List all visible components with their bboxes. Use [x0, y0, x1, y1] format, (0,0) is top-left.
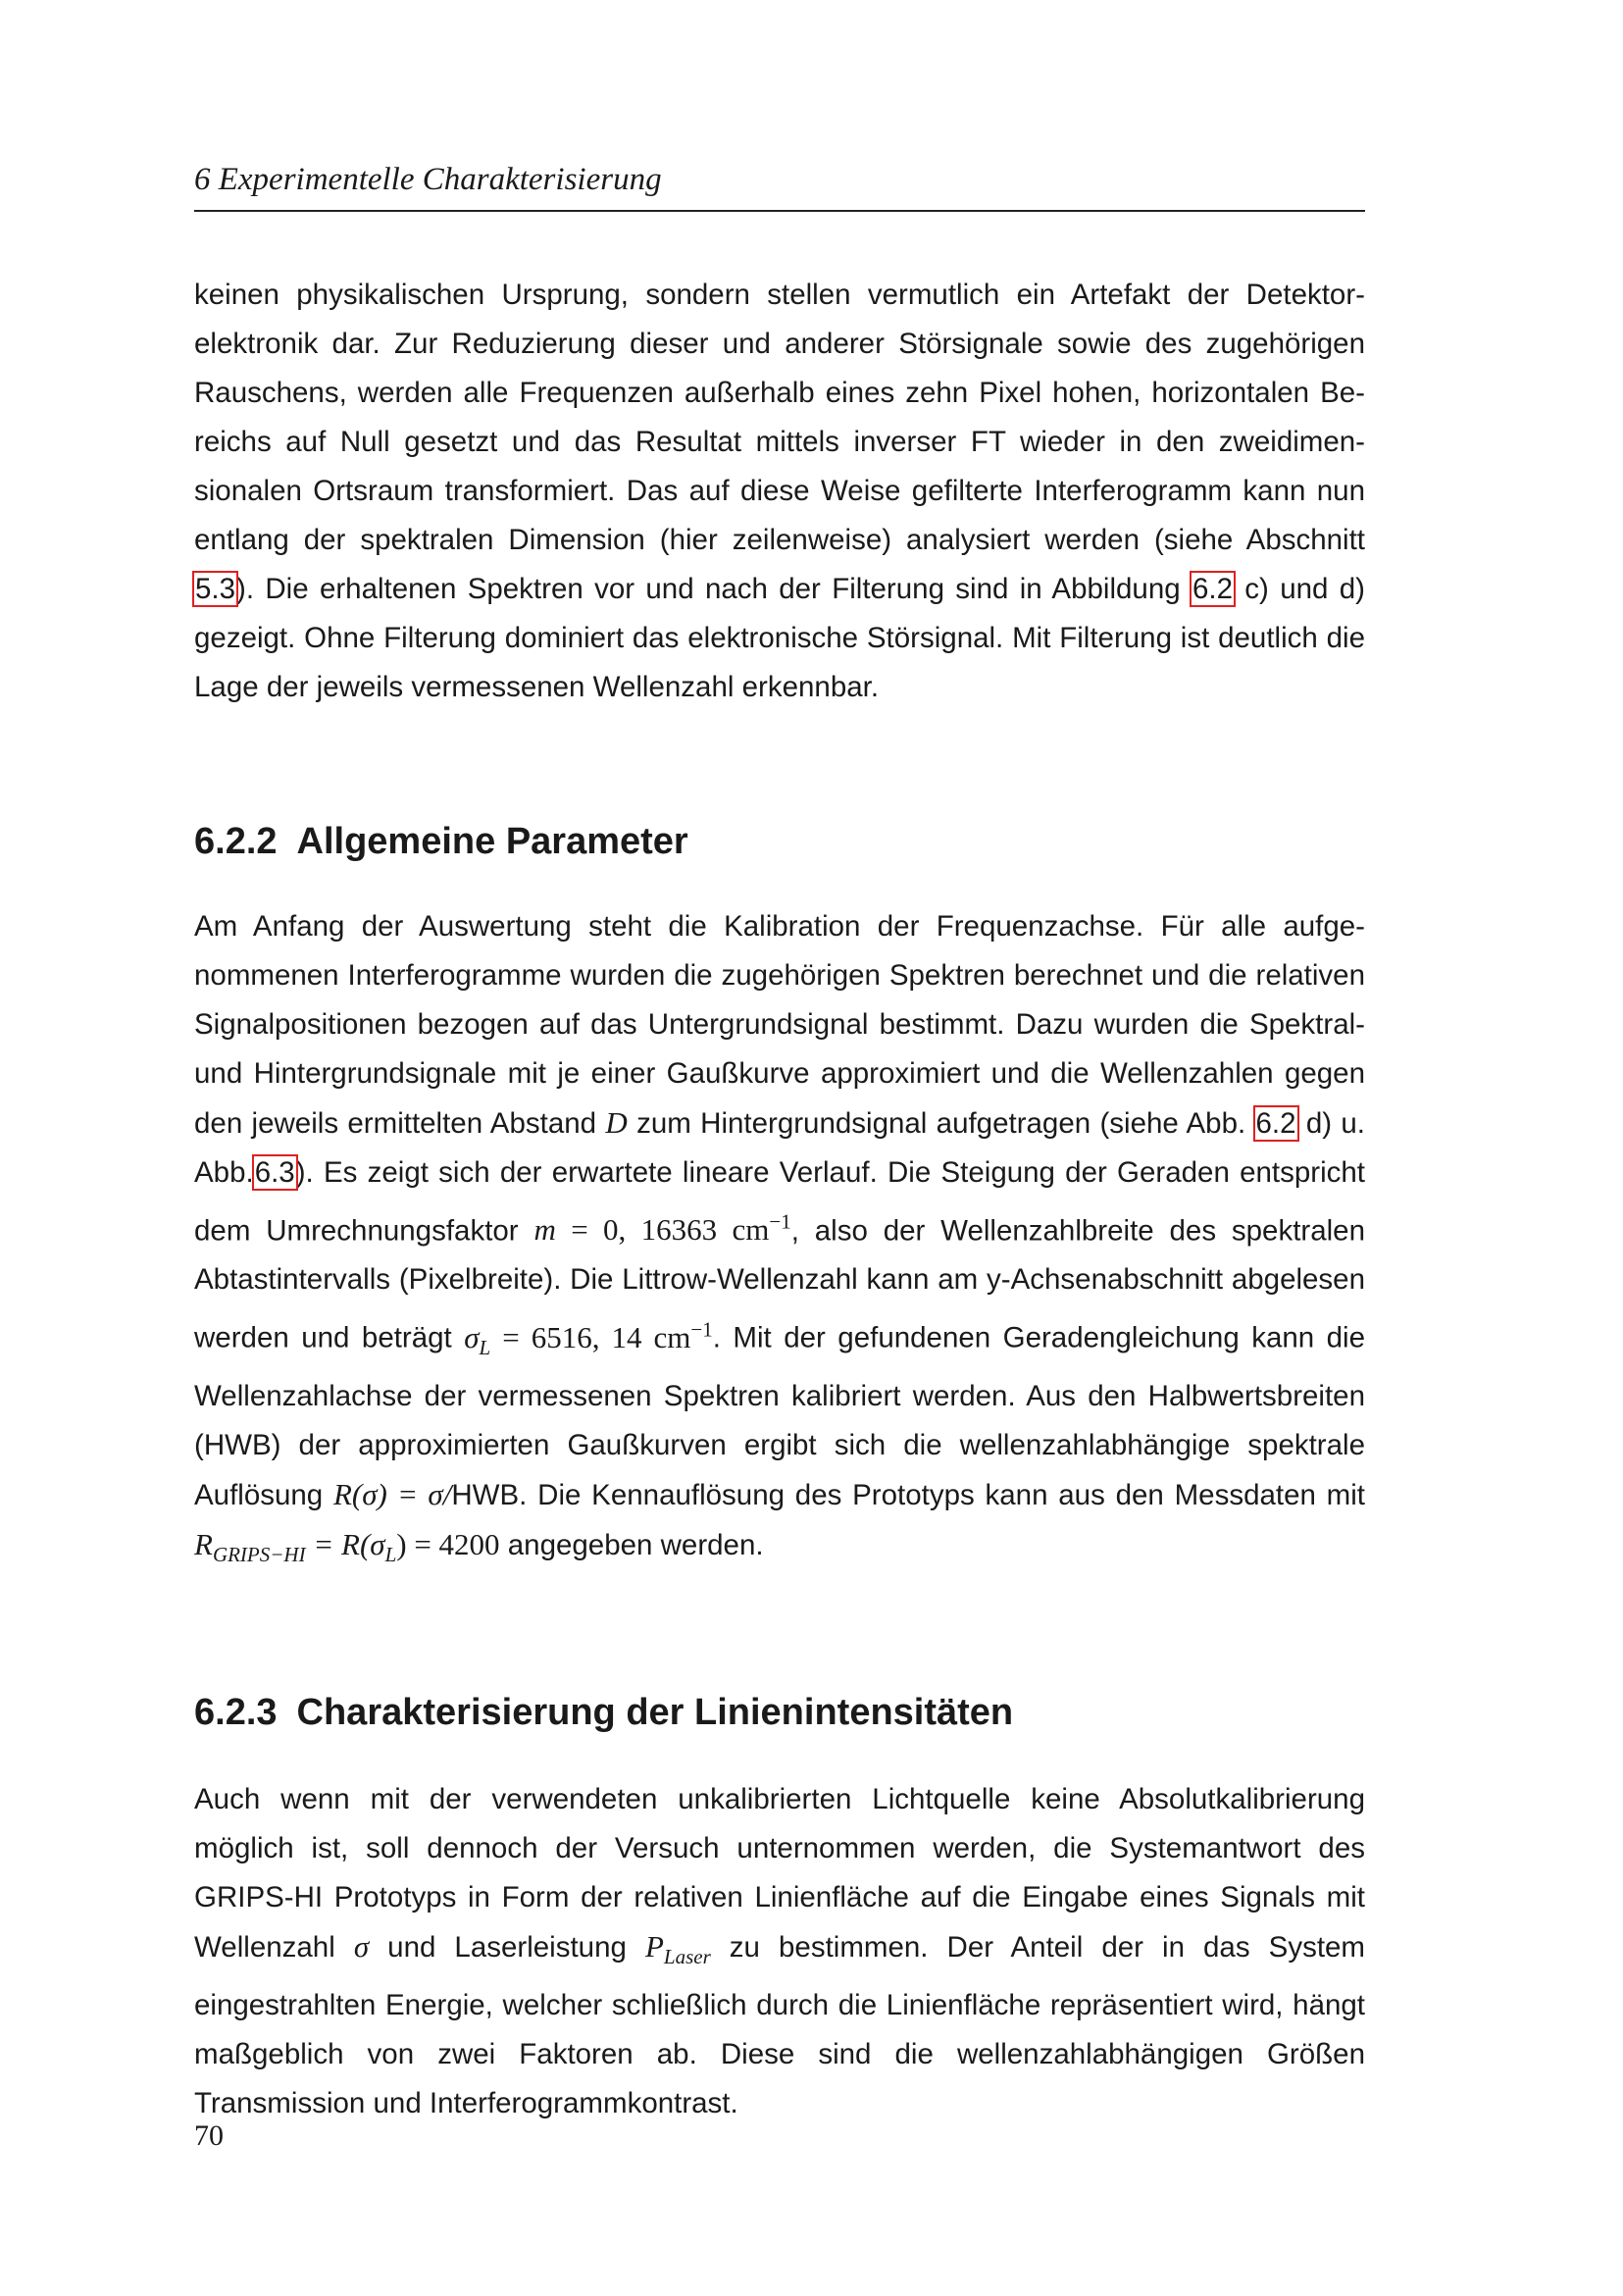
figure-reference-link[interactable]: 6.2: [1255, 1107, 1296, 1140]
running-header: 6 Experimentelle Charakterisierung: [194, 159, 1365, 212]
section-number: 6.2.2: [194, 821, 278, 862]
math-laser-power: [644, 1929, 711, 1969]
text-run: c) und d) gezeigt. Ohne Filterung dominiert das elektronische Störsignal. Mit Filterung ist deutlich die Lage der jeweils vermessenen Wellenzahl erkennbar.: [194, 573, 1365, 703]
text-run: . Mit der gefundenen Geradengleichung kann die Wellenzahlachse der vermessenen Spektren kalibriert werden. Aus den Halbwertsbreiten (HWB) der approximierten Gaußkurven ergibt sich die wellenzahlabhängige spektrale Auflösung: [194, 1321, 1366, 1511]
math-variable: P: [644, 1929, 664, 1964]
math-expression: = R(σ: [305, 1526, 385, 1561]
math-value: ) = 4200: [396, 1526, 500, 1561]
section-heading-6-2-2: [194, 818, 1365, 865]
text-run: d) u. Abb.: [194, 1107, 1366, 1189]
section-title: Allgemeine Parameter: [296, 821, 688, 862]
text-run: ). Es zeigt sich der erwartete lineare Verlauf. Die Steigung der Geraden entspricht dem Umrechnungsfaktor: [194, 1156, 1365, 1248]
text-run: Auch wenn mit der verwendeten unkalibrierten Lichtquelle keine Absolutkalibrierung möglich ist, soll dennoch der Versuch unternommen werden, die Systemantwort des GRIPS-HI Prototyps in Form der relativen Linienfläche auf die Eingabe eines Signals mit Wellenzahl: [194, 1783, 1365, 1964]
math-littrow-wavenumber: [464, 1317, 713, 1359]
text-run: . Die Kennauflösung des Prototyps kann aus den Messdaten mit: [519, 1478, 1365, 1511]
paragraph-allgemeine-parameter: [194, 902, 1365, 1579]
math-variable: σ: [464, 1319, 480, 1354]
paragraph-linienintensitaeten: [194, 1775, 1365, 2128]
section-number: 6.2.3: [194, 1692, 278, 1733]
figure-reference-link[interactable]: 6.2: [1192, 573, 1233, 605]
math-unit-text: HWB: [451, 1478, 520, 1511]
text-run: , also der Wellenzahlbreite des spektralen Abtastintervalls (Pixelbreite). Die Littrow-Wellenzahl kann am y-Achsenabschnitt abgelesen werden und beträgt: [194, 1214, 1365, 1354]
math-wavenumber-symbol: σ: [353, 1929, 370, 1964]
page-number: 70: [194, 2119, 224, 2152]
figure-reference-link[interactable]: 6.3: [254, 1156, 295, 1189]
section-heading-6-2-3: [194, 1689, 1365, 1736]
text-run: zu bestimmen. Der Anteil der in das System eingestrahlten Energie, welcher schließlich durch die Linienfläche repräsentiert wird, hängt maßgeblich von zwei Faktoren ab. Diese sind die wellenzahlabhängigen Größen Transmission und Interferogrammkontrast.: [194, 1931, 1365, 2120]
section-title: Charakterisierung der Linienintensitäten: [296, 1692, 1014, 1733]
math-variable: m: [533, 1212, 556, 1248]
math-resolution-formula: [333, 1477, 451, 1511]
math-exponent: −1: [769, 1210, 791, 1234]
text-run: und Laserleistung: [369, 1931, 645, 1964]
math-subscript: GRIPS−HI: [212, 1543, 306, 1567]
math-conversion-factor: [533, 1212, 790, 1247]
text-run: Am Anfang der Auswertung steht die Kalibration der Frequenzachse. Für alle aufgenommenen Interferogramme wurden die zugehörigen Spektren berechnet und die relativen Signalpositionen bezogen auf das Untergrundsignal bestimmt. Dazu wurden die Spektral- und Hintergrundsignale mit je einer Gaußkurve approximiert und die Wellenzahlen gegen den jeweils ermittelten Abstand: [194, 910, 1365, 1140]
math-subscript: Laser: [663, 1945, 711, 1969]
math-characteristic-resolution: [194, 1526, 500, 1567]
text-run: angegeben werden.: [499, 1528, 764, 1561]
math-distance-symbol: D: [605, 1105, 628, 1140]
math-subscript: L: [384, 1543, 397, 1567]
paragraph-continuation: [194, 271, 1365, 712]
section-reference-link[interactable]: 5.3: [195, 573, 236, 605]
math-value: = 0, 16363 cm: [555, 1212, 770, 1248]
text-run: zum Hintergrundsignal aufgetragen (siehe Abb.: [627, 1107, 1255, 1140]
text-run: ). Die erhaltenen Spektren vor und nach der Filterung sind in Abbildung: [236, 573, 1192, 605]
text-run: keinen physikalischen Ursprung, sondern stellen vermutlich ein Artefakt der Detektorelektronik dar. Zur Reduzierung dieser und anderer Störsignale sowie des zugehörigen Rauschens, werden alle Frequenzen außerhalb eines zehn Pixel hohen, horizontalen Bereichs auf Null gesetzt und das Resultat mittels inverser FT wieder in den zweidimensionalen Ortsraum transformiert. Das auf diese Weise gefilterte Interferogramm kann nun entlang der spektralen Dimension (hier zeilenweise) analysiert werden (siehe Abschnitt: [194, 279, 1365, 556]
math-value: = 6516, 14 cm: [490, 1319, 691, 1354]
math-exponent: −1: [690, 1317, 713, 1342]
math-variable: R: [194, 1526, 213, 1561]
math-expression: R(σ) = σ/: [332, 1476, 452, 1511]
math-subscript: L: [479, 1335, 491, 1359]
